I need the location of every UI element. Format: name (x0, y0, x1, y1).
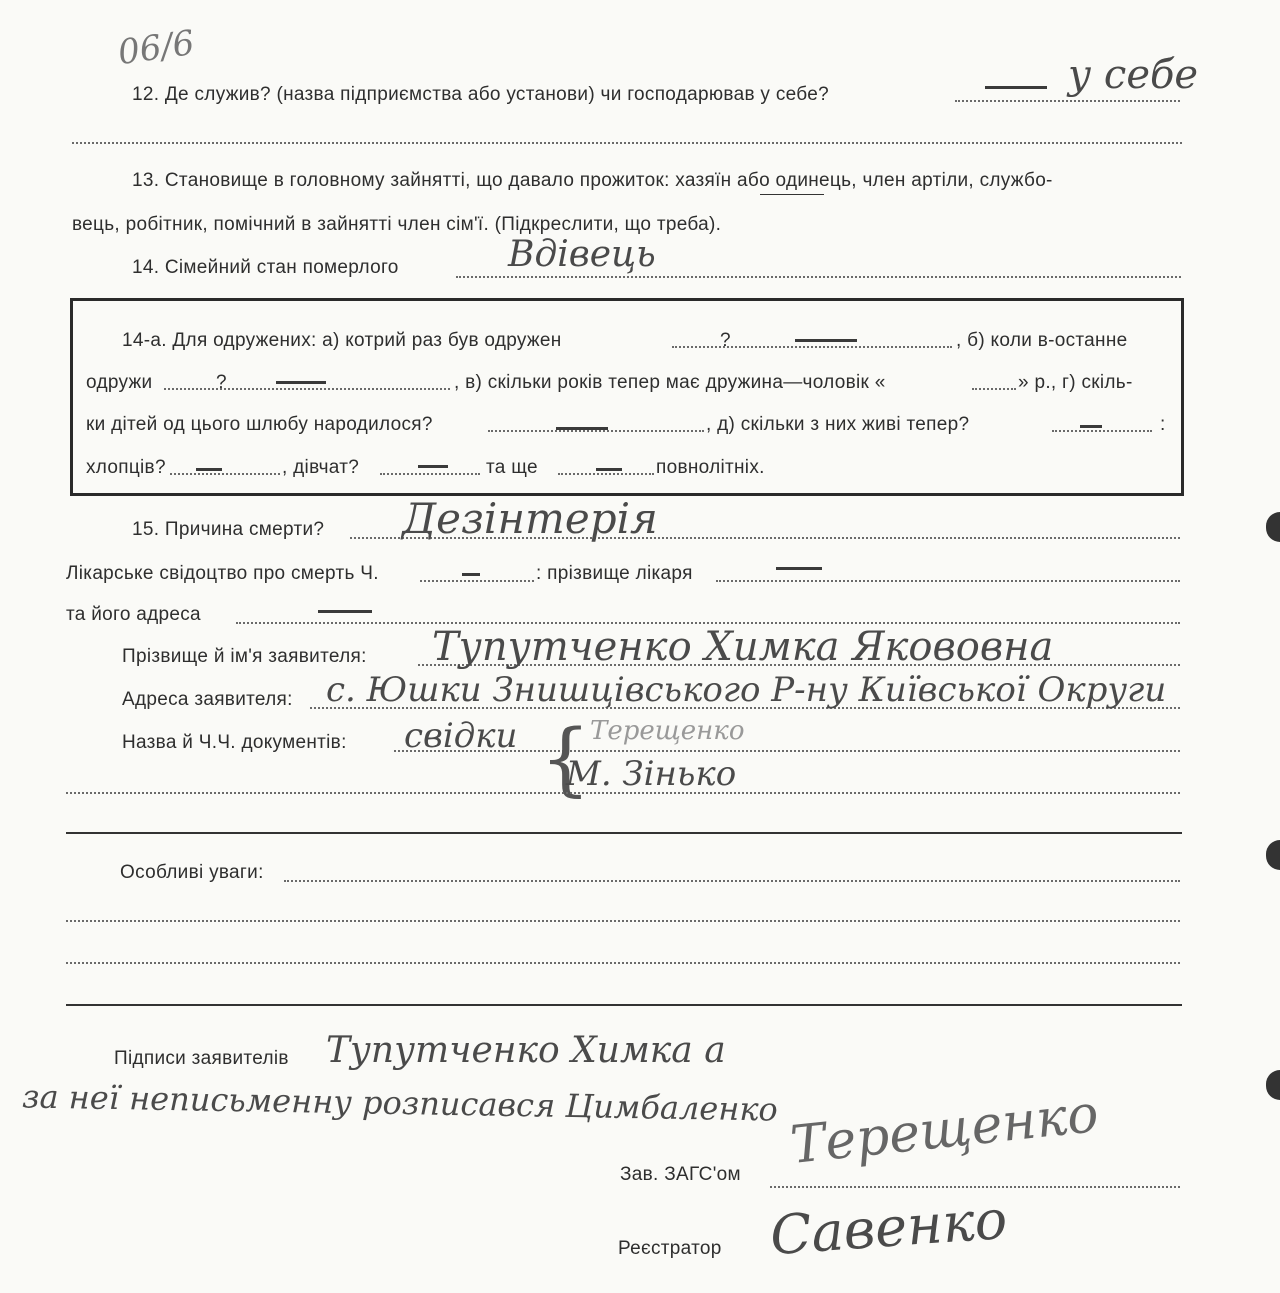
q14a-line2d: » р., г) скіль- (1018, 372, 1133, 393)
registrar-signature: Савенко (768, 1187, 1010, 1268)
witness-brace: { (540, 712, 591, 805)
q14a-dots4c (558, 473, 654, 475)
q14a-line3a: ки дітей од цього шлюбу народилося? (86, 414, 433, 435)
q14a-dash3b (1080, 425, 1102, 428)
applicant-address-label: Адреса заявителя: (122, 689, 293, 710)
q14a-line2b: ? (216, 372, 227, 393)
q14a-dots4b (380, 473, 480, 475)
doctor-dash1 (462, 573, 480, 576)
q14a-line1a: 14-а. Для одружених: а) котрий раз був одружен (122, 330, 562, 351)
witness1-signature: Терещенко (590, 716, 745, 746)
signatures-line2: за неї неписьменну розписався Цимбаленко (21, 1077, 779, 1129)
notes-label: Особливі уваги: (120, 862, 264, 883)
q14a-line4d: повнолітніх. (656, 457, 765, 478)
registrar-label: Реєстратор (618, 1238, 722, 1259)
q14a-line4a: хлопців? (86, 457, 166, 478)
q12-answer: у себе (1068, 52, 1199, 98)
q14a-dots3b (1052, 430, 1152, 432)
q15-label: 15. Причина смерти? (132, 519, 325, 540)
zags-label: Зав. ЗАГС'ом (620, 1164, 741, 1185)
q14a-dash4c (596, 468, 622, 471)
q15-answer: Дезінтерія (402, 494, 658, 543)
q14a-dots3 (488, 430, 704, 432)
applicant-address-value: с. Юшки Знишцівського Р-ну Київської Округи (326, 670, 1167, 710)
q12-dash (985, 86, 1047, 89)
q14a-line2c: , в) скільки років тепер має дружина—чоловік « (454, 372, 886, 393)
q12-dots (955, 100, 1180, 102)
q14a-dash3 (556, 427, 608, 430)
q14a-dash4b (418, 465, 448, 468)
doctor-dash2 (776, 567, 822, 570)
doctor-dash3 (318, 610, 372, 613)
corner-note: 06/6 (115, 22, 197, 74)
applicant-name-label: Прізвище й ім'я заявителя: (122, 646, 367, 667)
q14a-box (70, 298, 1184, 496)
q14-dots (456, 276, 1181, 278)
q14a-line3c: : (1160, 414, 1166, 435)
q14a-dots1 (672, 346, 952, 348)
zags-dots (770, 1186, 1180, 1188)
docs-dots-line2 (66, 792, 1180, 794)
separator-2 (66, 1004, 1182, 1006)
doctor-dots2 (716, 580, 1180, 582)
q13-line2: вець, робітник, помічний в зайнятті член сім'ї. (Підкреслити, що треба). (72, 214, 722, 235)
punch-hole-3 (1266, 1070, 1280, 1100)
q12-label: 12. Де служив? (назва підприємства або установи) чи господарював у себе? (132, 84, 829, 105)
q14-answer: Вдівець (508, 234, 656, 275)
q14a-dots4a (170, 473, 280, 475)
doctor-dots1 (420, 580, 534, 582)
doctor-label3: та його адреса (66, 604, 201, 625)
punch-hole-2 (1266, 840, 1280, 870)
q14a-line4c: та ще (486, 457, 538, 478)
q14a-dash1 (795, 339, 857, 342)
notes-dots2 (66, 920, 1180, 922)
q14a-dots2b (972, 388, 1016, 390)
q14a-line1b: ? (720, 330, 731, 351)
notes-dots1 (284, 880, 1180, 882)
q12-dots-line2 (72, 142, 1182, 144)
witness2-signature: М. Зінько (566, 754, 737, 794)
doctor-label2: : прізвище лікаря (536, 563, 693, 584)
separator-1 (66, 832, 1182, 834)
q14a-line1c: , б) коли в-останне (956, 330, 1128, 351)
q13-underline (760, 194, 824, 195)
q14a-dots2 (164, 388, 450, 390)
signatures-label: Підписи заявителів (114, 1048, 289, 1069)
notes-dots3 (66, 962, 1180, 964)
punch-hole-1 (1266, 512, 1280, 542)
q14a-line4b: , дівчат? (282, 457, 360, 478)
q14a-line2a: одружи (86, 372, 153, 393)
q14a-dash4a (196, 468, 222, 471)
doctor-label1: Лікарське свідоцтво про смерть Ч. (66, 563, 379, 584)
signatures-value: Тупутченко Химка а (326, 1030, 726, 1071)
applicant-name-value: Тупутченко Химка Якововна (432, 624, 1054, 670)
applicant-docs-label: Назва й Ч.Ч. документів: (122, 732, 347, 753)
q14a-line3b: , д) скільки з них живі тепер? (706, 414, 970, 435)
applicant-docs-value: свідки (404, 716, 518, 756)
q14a-dash2 (276, 381, 326, 384)
zags-signature: Терещенко (787, 1084, 1102, 1176)
q14-label: 14. Сімейний стан померлого (132, 257, 399, 278)
q13-line1: 13. Становище в головному зайнятті, що давало прожиток: хазяїн або одинець, член артіли, службо- (132, 170, 1053, 191)
